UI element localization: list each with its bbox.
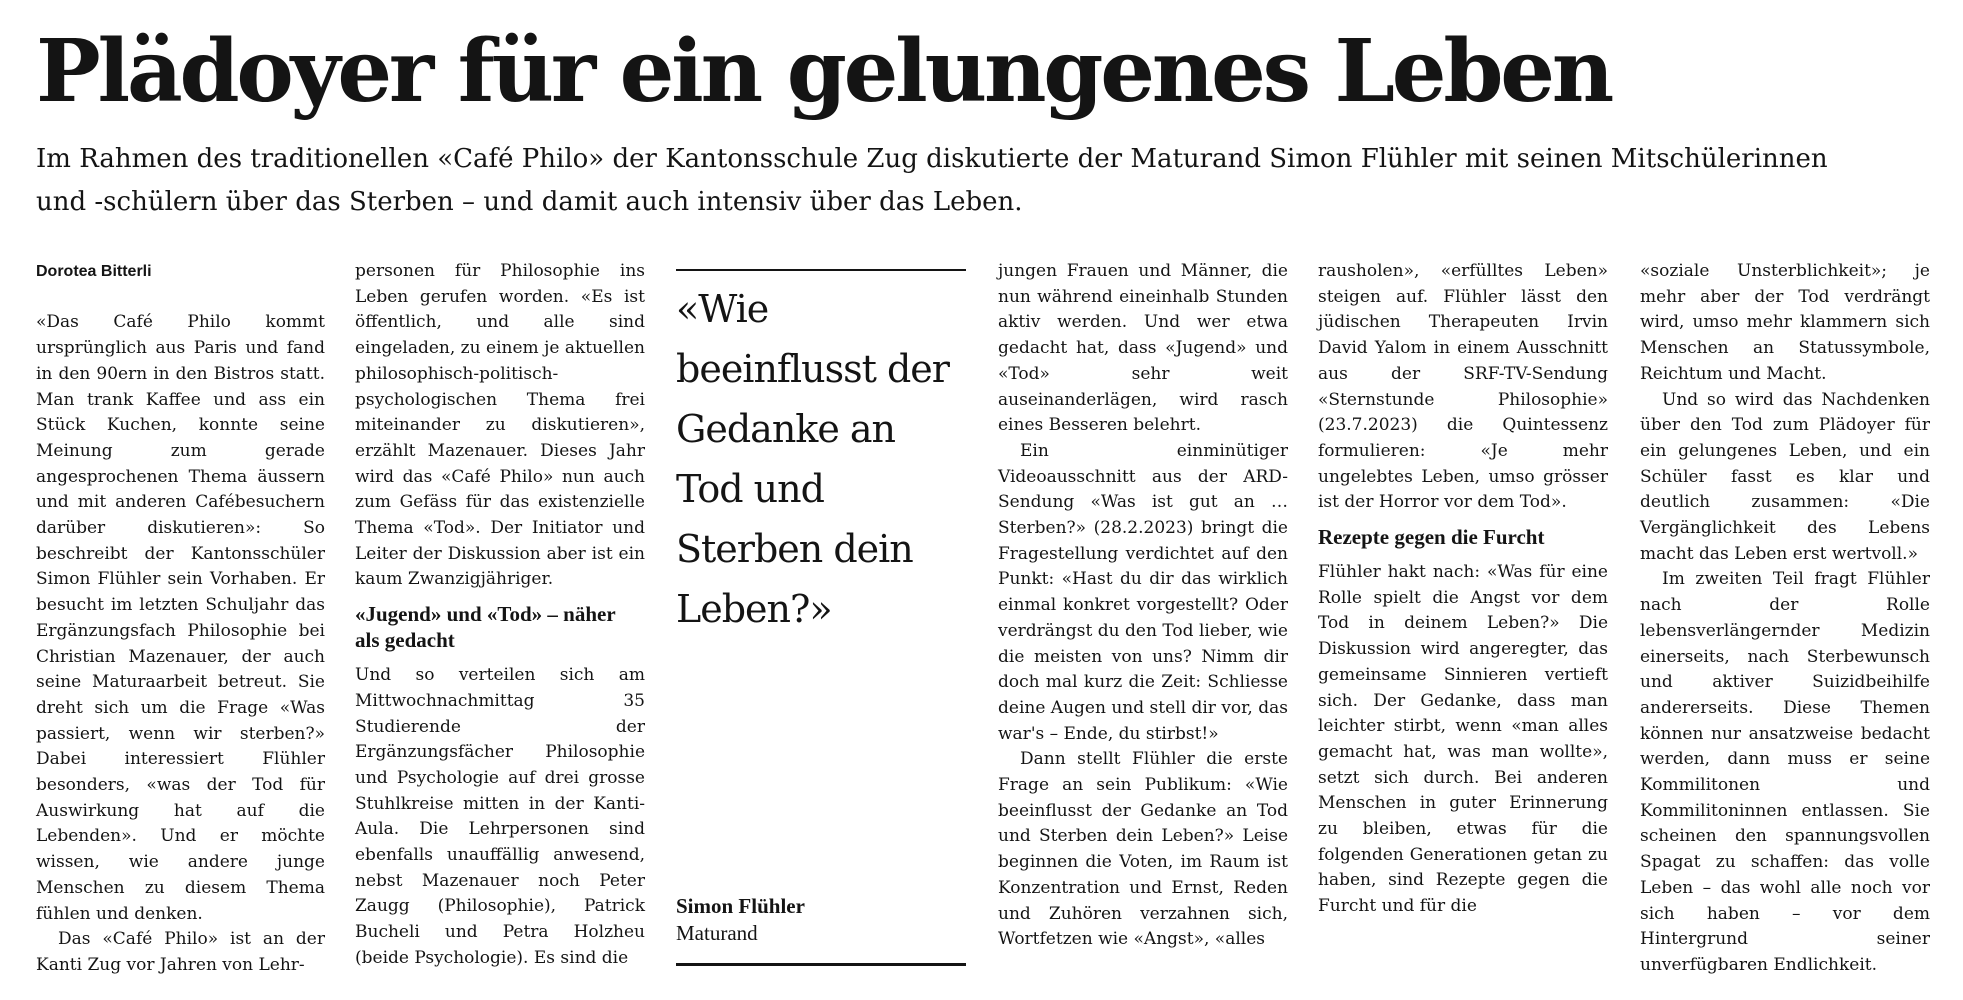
lead-paragraph (36, 138, 1936, 224)
pull-quote-author: Simon Flühler (676, 894, 805, 918)
body-paragraph: jungen Frauen und Männer, die nun während eineinhalb Stunden aktiv werden. Und wer etwa gedacht hat, dass «Jugend» und «Tod» sehr weit auseinanderlägen, wird rasch eines Besseren belehrt. (998, 261, 1288, 436)
body-paragraph: Und so verteilen sich am Mittwochnachmittag 35 Studierende der Ergänzungsfächer Philosophie und Psychologie auf drei grosse Stuhlkreise mitten in der Kanti-Aula. Die Lehrpersonen sind ebenfalls unauffällig anwesend, nebst Mazenauer noch Peter Zaugg (Philosophie), Patrick Bucheli und Petra Holzheu (beide Psychologie). Es sind die (355, 665, 645, 968)
article-column-5 (1640, 259, 1930, 979)
pull-quote-role: Maturand (676, 921, 758, 945)
body-paragraph: personen für Philosophie ins Leben gerufen worden. «Es ist öffentlich, und alle sind eingeladen, zu einem je aktuellen philosophisch-politisch-psychologischen Thema frei miteinander zu diskutieren», erzählt Mazenauer. Dieses Jahr wird das «Café Philo» nun auch zum Gefäss für das existenzielle Thema «Tod». Der Initiator und Leiter der Diskussion aber ist ein kaum Zwanzigjähriger. (355, 261, 645, 590)
body-paragraph: Und so wird das Nachdenken über den Tod zum Plädoyer für ein gelungenes Leben, und ein Schüler fasst es klar und deutlich zusammen: «Die Vergänglichkeit des Lebens macht das Leben erst wertvoll.» (1640, 389, 1930, 564)
body-paragraph: rausholen», «erfülltes Leben» steigen auf. Flühler lässt den jüdischen Therapeuten Irvin David Yalom in einem Ausschnitt aus der SRF-TV-Sendung «Sternstunde Philosophie» (23.7.2023) die Quintessenz formulieren: «Je mehr ungelebtes Leben, umso grösser ist der Horror vor dem Tod». (1318, 261, 1608, 513)
pull-quote-text: «Wie beeinflusst der Gedanke an Tod und Sterben dein Leben?» (676, 287, 949, 631)
body-paragraph: «Das Café Philo kommt ursprünglich aus Paris und fand in den 90ern in den Bistros statt. Man trank Kaffee und ass ein Stück Kuchen, konnte seine Meinung zum gerade angesprochenen Thema äussern und mit anderen Cafébesuchern darüber diskutieren»: So beschreibt der Kantonsschüler Simon Flühler sein Vorhaben. Er besucht im letzten Schuljahr das Ergänzungsfach Philosophie bei Christian Mazenauer, der auch seine Maturaarbeit betreut. Sie dreht sich um die Frage «Was passiert, wenn wir sterben?» Dabei interessiert Flühler besonders, «was der Tod für Auswirkung hat auf die Lebenden». Und er möchte wissen, wie andere junge Menschen zu diesem Thema fühlen und denken. (36, 312, 325, 924)
lead-line-2: und -schülern über das Sterben – und damit auch intensiv über das Leben. (36, 187, 1023, 217)
body-paragraph: Ein einminütiger Videoausschnitt aus der ARD-Sendung «Was ist gut an … Sterben?» (28.2.2023) bringt die Fragestellung verdichtet auf den Punkt: «Hast du dir das wirklich einmal konkret vorgestellt? Oder verdrängst du den Tod lieber, wie die meisten von uns? Nimm dir doch mal kurz die Zeit: Schliesse deine Augen und stell dir vor, das war's – Ende, du stirbst!» (998, 440, 1288, 744)
body-paragraph: Das «Café Philo» ist an der Kanti Zug vor Jahren von Lehr- (36, 929, 325, 975)
body-paragraph: Dann stellt Flühler die erste Frage an sein Publikum: «Wie beeinflusst der Gedanke an Tod und Sterben dein Leben?» Leise beginnen die Voten, im Raum ist Konzentration und Ernst, Reden und Zuhören verzahnen sich, Wortfetzen wie «Angst», «alles (998, 749, 1288, 950)
article-column-4 (1318, 259, 1608, 920)
article-column-3 (998, 259, 1288, 953)
lead-line-1: Im Rahmen des traditionellen «Café Philo» der Kantonsschule Zug diskutierte der Maturand Simon Flühler mit seinen Mitschülerinnen (36, 144, 1828, 174)
headline: Plädoyer für ein gelungenes Leben (36, 21, 1612, 122)
subheading: «Jugend» und «Tod» – näher als gedacht (355, 602, 616, 653)
body-paragraph: «soziale Unsterblichkeit»; je mehr aber der Tod verdrängt wird, umso mehr klammern sich Menschen an Statussymbole, Reichtum und Macht. (1640, 261, 1930, 384)
body-paragraph: Flühler hakt nach: «Was für eine Rolle spielt die Angst vor dem Tod in deinem Leben?» Die Diskussion wird angeregter, das gemeinsame Sinnieren vertieft sich. Der Gedanke, dass man leichter stirbt, wenn «man alles gemacht hat, was man wollte», setzt sich durch. Bei anderen Menschen in guter Erinnerung zu bleiben, etwas für die folgenden Generationen getan zu haben, sind Rezepte gegen die Furcht und für die (1318, 562, 1608, 917)
body-paragraph: Im zweiten Teil fragt Flühler nach der Rolle lebensverlängernder Medizin einerseits, nach Sterbewunsch und aktiver Suizidbeihilfe andererseits. Diese Themen können nur ansatzweise bedacht werden, dann muss er seine Kommilitonen und Kommilitoninnen entlassen. Sie scheinen den spannungsvollen Spagat zu schaffen: das volle Leben – das wohl alle noch vor sich haben – vor dem Hintergrund seiner unverfügbaren Endlichkeit. (1640, 569, 1930, 975)
subheading: Rezepte gegen die Furcht (1318, 525, 1545, 550)
article-column-1 (36, 259, 325, 979)
article-column-2 (355, 259, 645, 972)
pull-quote (676, 269, 966, 966)
author-byline: Dorotea Bitterli (36, 263, 152, 280)
